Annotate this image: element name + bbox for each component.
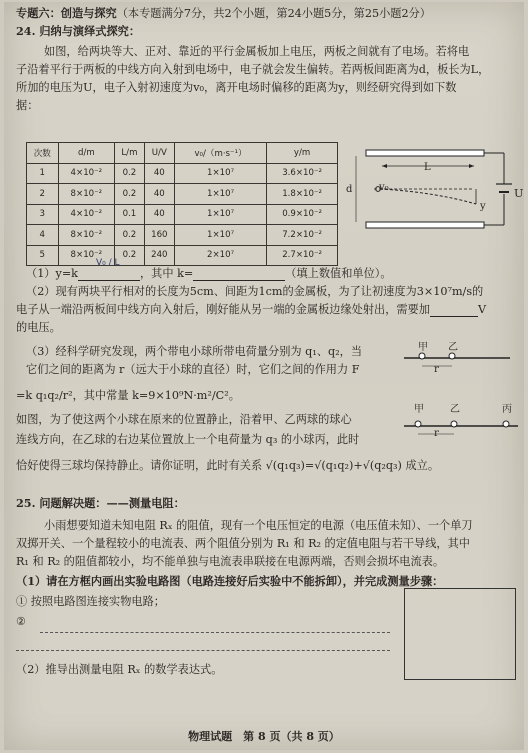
q25-sub1: （1）请在方框内画出实验电路图（电路连接好后实验中不能拆卸），并完成测量步骤： — [16, 574, 444, 588]
experiment-table — [26, 142, 338, 266]
q24-para-line3: 所加的电压为U，电子入射初速度为v₀，离开电场时偏移的距离为y，则经研究得到如下数 — [16, 81, 457, 94]
q24-para-line4: 据： — [16, 99, 39, 112]
label-jia: 甲 — [418, 342, 428, 353]
q25-step2: ② — [16, 615, 27, 628]
label-r: r — [434, 364, 439, 375]
q24-sub3-line2: 它们之间的距离为 r（远大于小球的直径）时，它们之间的作用力 F — [26, 363, 360, 376]
table-row: 5 8×10⁻² 0.2 240 2×10⁷ 2.7×10⁻² — [27, 245, 338, 266]
label-y: y — [480, 201, 486, 212]
q24-sub3-line1: （3）经科学研究发现，两个带电小球所带电荷量分别为 q₁、q₂，当 — [26, 345, 363, 358]
label-d: d — [346, 184, 353, 195]
label-jia-2: 甲 — [414, 404, 424, 415]
q25-step1: ① 按照电路图连接实物电路； — [16, 595, 165, 608]
circuit-diagram-box[interactable] — [404, 588, 516, 680]
page-footer: 物理试题 第 8 页（共 8 页） — [188, 730, 340, 743]
q24-title: 24. 归纳与演绎式探究： — [16, 24, 141, 38]
q24-sub3-line3: =k q₁q₂/r²，其中常量 k=9×10⁹N·m²/C²。 — [16, 389, 240, 402]
label-U: U — [514, 187, 524, 200]
label-bing: 丙 — [502, 404, 512, 415]
q24-sub3-line5: 连线方向，在乙球的右边某位置放上一个电荷量为 q₃ 的小球丙，此时 — [16, 433, 360, 446]
q24-para-line1: 如图，给两块等大、正对、靠近的平行金属板加上电压，两板之间就有了电场。若将电 — [44, 45, 470, 58]
q24-sub1: （1）y=k ，其中 k= （填上数值和单位）。 — [26, 267, 392, 280]
table-header-row: 次数 d/m L/m U/V v₀/（m·s⁻¹） y/m — [27, 143, 338, 164]
q24-sub2-line1: （2）现有两块平行相对的长度为5cm、间距为1cm的金属板，为了让初速度为3×10⁷m/s的 — [26, 285, 484, 298]
answer-line — [40, 632, 390, 633]
label-yi-2: 乙 — [450, 404, 460, 415]
q25-line1: 小雨想要知道未知电阻 Rₓ 的阻值，现有一个电压恒定的电源（电压值未知）、一个单刀 — [44, 519, 473, 532]
handwritten-fraction: V₀ / L — [96, 258, 120, 268]
label-yi: 乙 — [448, 342, 458, 353]
q24-sub2-line2: 电子从一端沿两板间中线方向入射后，刚好能从另一端的金属板边缘处射出，需要加 V — [16, 303, 487, 316]
label-L: L — [424, 162, 431, 173]
q25-line2: 双掷开关、一个量程较小的电流表、两个阻值分别为 R₁ 和 R₂ 的定值电阻与若干导线，其中 — [16, 537, 470, 550]
exam-page — [4, 2, 524, 750]
table-row: 4 8×10⁻² 0.2 160 1×10⁷ 7.2×10⁻² — [27, 225, 338, 246]
section-header: 专题六：创造与探究（本专题满分7分，共2个小题，第24小题5分，第25小题2分） — [16, 6, 431, 20]
q24-sub3-line4: 如图，为了使这两个小球在原来的位置静止，沿着甲、乙两球的球心 — [16, 413, 352, 426]
parallel-plates-diagram — [344, 130, 514, 260]
table-row: 3 4×10⁻² 0.1 40 1×10⁷ 0.9×10⁻² — [27, 204, 338, 225]
q24-para-line2: 子沿着平行于两板的中线方向入射到电场中，电子就会发生偏转。若两板间距离为d，板长为L， — [16, 63, 490, 76]
answer-line — [16, 650, 390, 651]
q25-title: 25. 问题解决题：——测量电阻： — [16, 496, 185, 510]
label-v0: v₀ — [379, 182, 389, 193]
q24-sub3-line6: 恰好使得三球均保持静止。请你证明，此时有关系 √(q₁q₃)=√(q₁q₂)+√(q₂q₃) 成立。 — [16, 459, 440, 472]
table-row: 2 8×10⁻² 0.2 40 1×10⁷ 1.8×10⁻² — [27, 184, 338, 205]
table-row: 1 4×10⁻² 0.2 40 1×10⁷ 3.6×10⁻² — [27, 163, 338, 184]
q24-sub2-line3: 的电压。 — [16, 321, 61, 334]
q25-sub2: （2）推导出测量电阻 Rₓ 的数学表达式。 — [16, 663, 223, 676]
label-r-2: r — [434, 428, 439, 439]
q25-line3: R₁ 和 R₂ 的阻值都较小，均不能单独与电流表串联接在电源两端，否则会损坏电流表。 — [16, 555, 445, 568]
